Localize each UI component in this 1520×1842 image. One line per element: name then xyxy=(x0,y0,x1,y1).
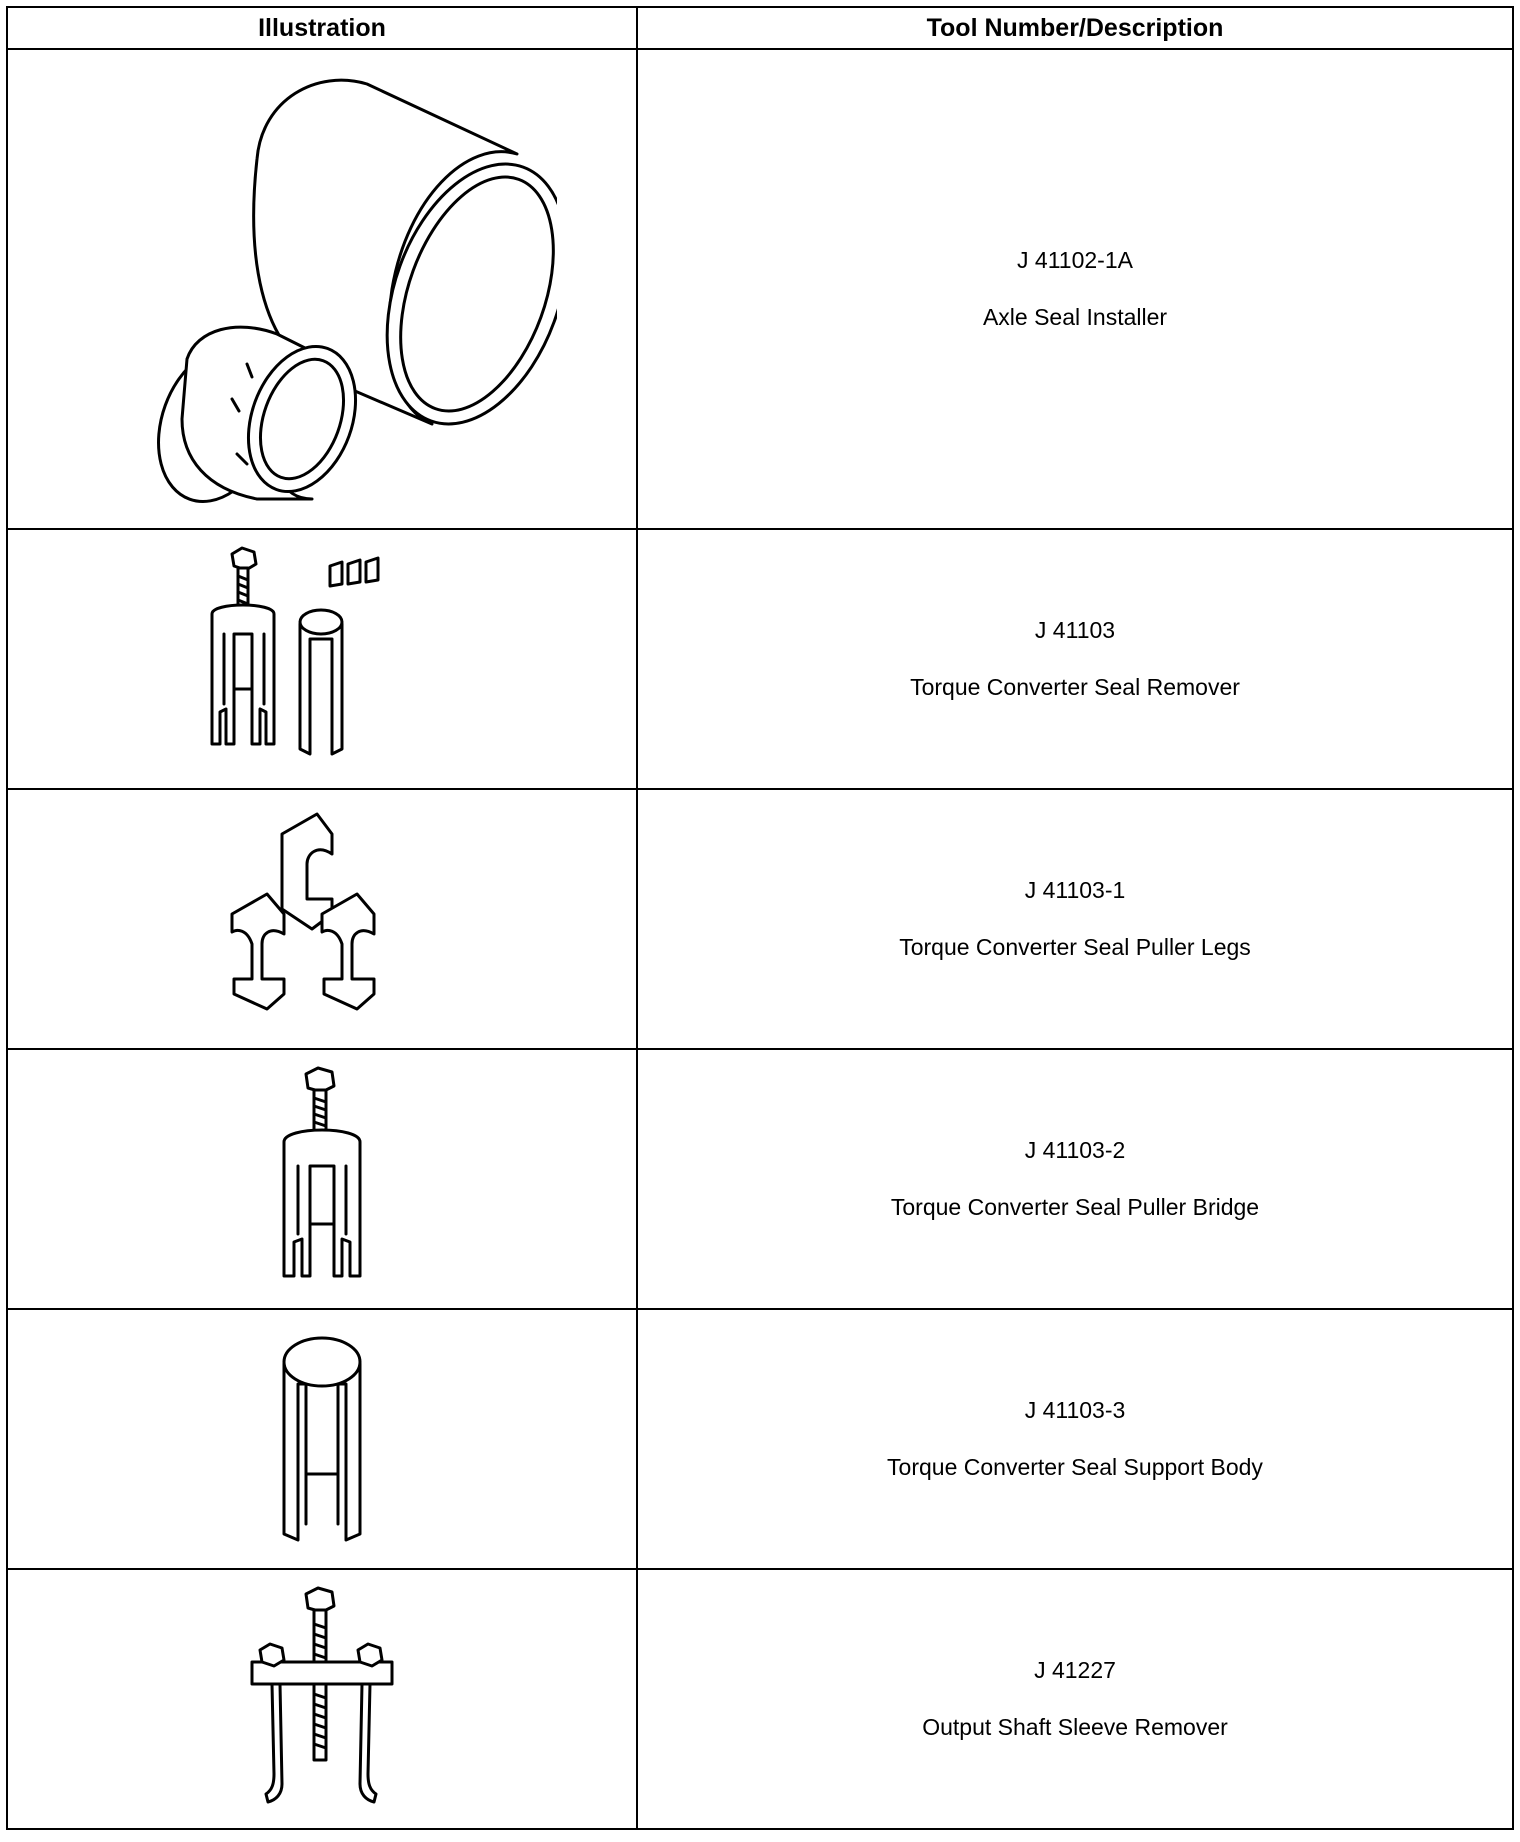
tool-column-header: Tool Number/Description xyxy=(637,7,1513,49)
illustration-cell xyxy=(7,789,637,1049)
puller-legs-illustration xyxy=(222,804,422,1034)
output-shaft-sleeve-remover-illustration xyxy=(242,1584,402,1814)
axle-seal-installer-illustration xyxy=(87,59,557,519)
tool-name: Output Shaft Sleeve Remover xyxy=(922,1714,1228,1740)
table-row xyxy=(7,1569,1513,1829)
illustration-cell xyxy=(7,1309,637,1569)
tool-number: J 41103-1 xyxy=(1024,877,1126,903)
tool-number: J 41227 xyxy=(1034,1657,1116,1683)
table-header-row xyxy=(7,7,1513,49)
illustration-column-header: Illustration xyxy=(7,7,637,49)
illustration-cell xyxy=(7,529,637,789)
table-row xyxy=(7,1049,1513,1309)
special-tools-table xyxy=(6,6,1514,1830)
tool-name: Torque Converter Seal Puller Bridge xyxy=(890,1194,1260,1220)
tool-number: J 41103-3 xyxy=(1024,1397,1126,1423)
illustration-cell xyxy=(7,49,637,529)
seal-remover-illustration xyxy=(202,544,442,774)
illustration-cell xyxy=(7,1569,637,1829)
tool-name: Torque Converter Seal Support Body xyxy=(887,1454,1263,1480)
tool-description-cell xyxy=(637,1309,1513,1569)
support-body-illustration xyxy=(262,1324,382,1554)
tool-description-cell xyxy=(637,529,1513,789)
puller-bridge-illustration xyxy=(262,1064,382,1294)
table-row xyxy=(7,789,1513,1049)
tool-name: Torque Converter Seal Remover xyxy=(910,674,1240,700)
tool-number: J 41103 xyxy=(1034,617,1116,643)
tool-name: Axle Seal Installer xyxy=(982,304,1168,330)
table-row xyxy=(7,49,1513,529)
table-row xyxy=(7,529,1513,789)
tool-number: J 41102-1A xyxy=(1017,247,1133,273)
tool-description-cell xyxy=(637,1569,1513,1829)
tool-description-cell xyxy=(637,789,1513,1049)
tool-description-cell xyxy=(637,49,1513,529)
tool-number: J 41103-2 xyxy=(1024,1137,1126,1163)
tool-name: Torque Converter Seal Puller Legs xyxy=(899,934,1251,960)
tool-description-cell xyxy=(637,1049,1513,1309)
illustration-cell xyxy=(7,1049,637,1309)
table-row xyxy=(7,1309,1513,1569)
